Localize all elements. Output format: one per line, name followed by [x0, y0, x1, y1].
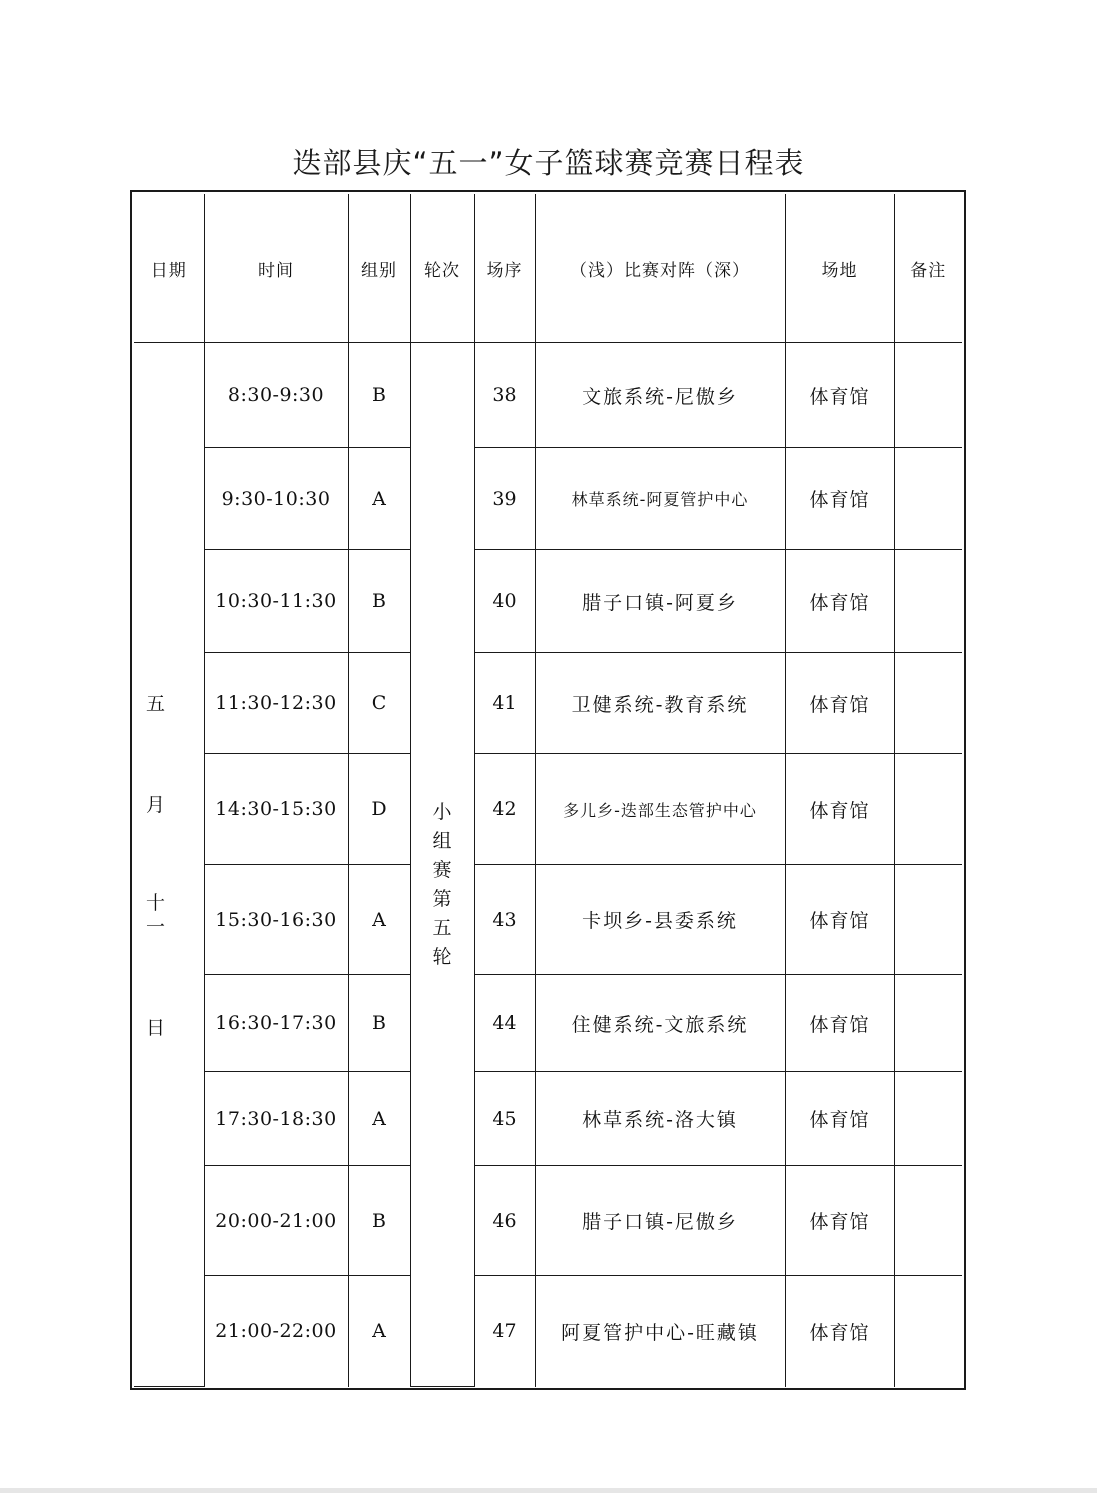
- schedule-sheet: [130, 190, 966, 1390]
- note-cell: [894, 1276, 962, 1387]
- date-char: 五: [146, 693, 166, 715]
- time-cell: 11:30-12:30: [204, 653, 348, 754]
- seq-cell: 45: [474, 1072, 535, 1166]
- note-cell: [894, 343, 962, 448]
- time-cell: 15:30-16:30: [204, 865, 348, 975]
- note-cell: [894, 653, 962, 754]
- match-cell: 腊子口镇-尼傲乡: [535, 1166, 785, 1276]
- table-row: [134, 865, 962, 975]
- round-char: 五: [432, 916, 452, 939]
- date-char: 十: [146, 892, 166, 914]
- header-group: 组别: [348, 194, 410, 343]
- group-cell: B: [348, 343, 410, 448]
- venue-cell: 体育馆: [785, 448, 894, 550]
- note-cell: [894, 550, 962, 653]
- header-note: 备注: [894, 194, 962, 343]
- table-row: [134, 1166, 962, 1276]
- venue-cell: 体育馆: [785, 754, 894, 865]
- table-row: [134, 975, 962, 1072]
- seq-cell: 40: [474, 550, 535, 653]
- venue-cell: 体育馆: [785, 975, 894, 1072]
- header-venue: 场地: [785, 194, 894, 343]
- round-char: 组: [432, 829, 452, 852]
- group-cell: C: [348, 653, 410, 754]
- date-cell: [134, 343, 204, 1387]
- time-cell: 9:30-10:30: [204, 448, 348, 550]
- venue-cell: 体育馆: [785, 1276, 894, 1387]
- seq-cell: 47: [474, 1276, 535, 1387]
- date-char: 日: [146, 1017, 166, 1039]
- date-char: 一: [146, 916, 166, 938]
- match-cell: 林草系统-洛大镇: [535, 1072, 785, 1166]
- venue-cell: 体育馆: [785, 653, 894, 754]
- table-row: [134, 653, 962, 754]
- time-cell: 14:30-15:30: [204, 754, 348, 865]
- time-cell: 10:30-11:30: [204, 550, 348, 653]
- group-cell: B: [348, 1166, 410, 1276]
- match-cell: 文旅系统-尼傲乡: [535, 343, 785, 448]
- round-char: 赛: [432, 858, 452, 881]
- table-row: [134, 343, 962, 448]
- round-cell: [410, 343, 474, 1387]
- header-match: （浅）比赛对阵（深）: [535, 194, 785, 343]
- venue-cell: 体育馆: [785, 1166, 894, 1276]
- group-cell: B: [348, 550, 410, 653]
- header-row: [134, 194, 962, 343]
- note-cell: [894, 448, 962, 550]
- note-cell: [894, 1072, 962, 1166]
- match-cell: 多儿乡-迭部生态管护中心: [535, 754, 785, 865]
- header-date: 日期: [134, 194, 204, 343]
- table-row: [134, 754, 962, 865]
- group-cell: B: [348, 975, 410, 1072]
- note-cell: [894, 1166, 962, 1276]
- group-cell: A: [348, 1072, 410, 1166]
- group-cell: D: [348, 754, 410, 865]
- match-cell: 住健系统-文旅系统: [535, 975, 785, 1072]
- venue-cell: 体育馆: [785, 343, 894, 448]
- time-cell: 16:30-17:30: [204, 975, 348, 1072]
- schedule-table: [134, 194, 962, 1387]
- seq-cell: 44: [474, 975, 535, 1072]
- seq-cell: 41: [474, 653, 535, 754]
- group-cell: A: [348, 865, 410, 975]
- page-title: 迭部县庆“五一”女子篮球赛竞赛日程表: [292, 146, 805, 180]
- group-cell: A: [348, 448, 410, 550]
- match-cell: 林草系统-阿夏管护中心: [535, 448, 785, 550]
- group-cell: A: [348, 1276, 410, 1387]
- time-cell: 20:00-21:00: [204, 1166, 348, 1276]
- match-cell: 卡坝乡-县委系统: [535, 865, 785, 975]
- seq-cell: 42: [474, 754, 535, 865]
- table-row: [134, 1072, 962, 1166]
- venue-cell: 体育馆: [785, 1072, 894, 1166]
- round-char: 小: [432, 800, 452, 823]
- round-char: 第: [432, 887, 452, 910]
- round-char: 轮: [432, 945, 452, 968]
- date-char: 月: [146, 794, 166, 816]
- time-cell: 21:00-22:00: [204, 1276, 348, 1387]
- venue-cell: 体育馆: [785, 865, 894, 975]
- header-seq: 场序: [474, 194, 535, 343]
- header-round: 轮次: [410, 194, 474, 343]
- note-cell: [894, 975, 962, 1072]
- table-row: [134, 1276, 962, 1387]
- match-cell: 阿夏管护中心-旺藏镇: [535, 1276, 785, 1387]
- note-cell: [894, 754, 962, 865]
- note-cell: [894, 865, 962, 975]
- match-cell: 腊子口镇-阿夏乡: [535, 550, 785, 653]
- venue-cell: 体育馆: [785, 550, 894, 653]
- page-edge-divider: [0, 1488, 1097, 1493]
- seq-cell: 43: [474, 865, 535, 975]
- table-row: [134, 550, 962, 653]
- seq-cell: 46: [474, 1166, 535, 1276]
- table-row: [134, 448, 962, 550]
- match-cell: 卫健系统-教育系统: [535, 653, 785, 754]
- time-cell: 8:30-9:30: [204, 343, 348, 448]
- time-cell: 17:30-18:30: [204, 1072, 348, 1166]
- seq-cell: 38: [474, 343, 535, 448]
- header-time: 时间: [204, 194, 348, 343]
- seq-cell: 39: [474, 448, 535, 550]
